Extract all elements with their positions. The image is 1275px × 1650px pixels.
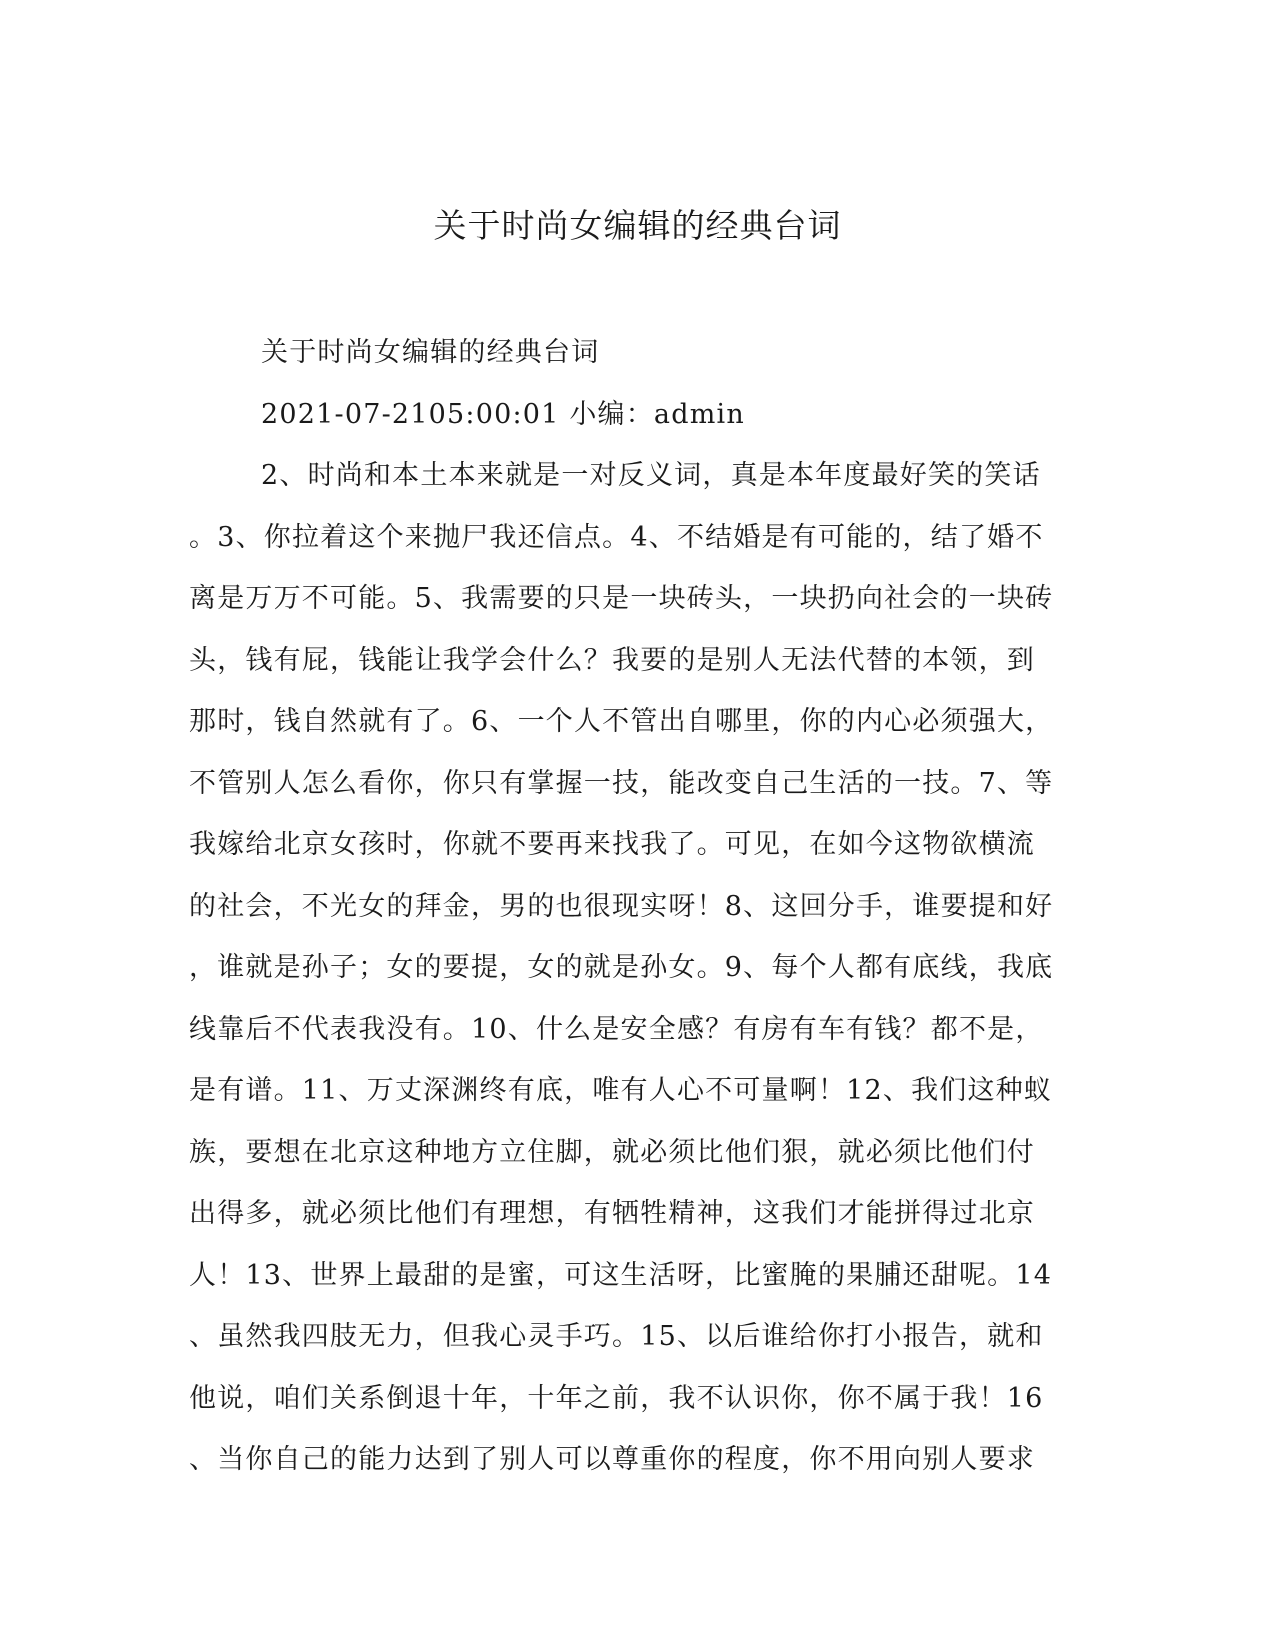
document-title: 关于时尚女编辑的经典台词 xyxy=(433,206,842,245)
body-line: 他说，咱们关系倒退十年，十年之前，我不认识你，你不属于我！16 xyxy=(189,1382,1044,1414)
body-line: 人！13、世界上最甜的是蜜，可这生活呀，比蜜腌的果脯还甜呢。14 xyxy=(189,1259,1053,1291)
body-line: ，谁就是孙子；女的要提，女的就是孙女。9、每个人都有底线，我底 xyxy=(189,952,1054,983)
body-line: 、当你自己的能力达到了别人可以尊重你的程度，你不用向别人要求 xyxy=(189,1444,1035,1475)
subtitle-line: 关于时尚女编辑的经典台词 xyxy=(261,337,600,368)
body-line: 线靠后不代表我没有。10、什么是安全感？有房有车有钱？都不是， xyxy=(189,1013,1044,1045)
body-line: 、虽然我四肢无力，但我心灵手巧。15、以后谁给你打小报告，就和 xyxy=(189,1321,1044,1352)
document-body xyxy=(189,322,1067,1491)
body-line: 出得多，就必须比他们有理想，有牺牲精神，这我们才能拼得过北京 xyxy=(189,1198,1035,1229)
body-line: 我嫁给北京女孩时，你就不要再来找我了。可见，在如今这物欲横流 xyxy=(189,829,1035,860)
meta-line: 2021-07-2105:00:01 小编：admin xyxy=(261,398,745,430)
body-line: 离是万万不可能。5、我需要的只是一块砖头，一块扔向社会的一块砖 xyxy=(189,583,1054,614)
body-line: 族，要想在北京这种地方立住脚，就必须比他们狠，就必须比他们付 xyxy=(189,1136,1035,1168)
body-line: 。3、你拉着这个来抛尸我还信点。4、不结婚是有可能的，结了婚不 xyxy=(189,521,1044,553)
body-line: 头，钱有屁，钱能让我学会什么？我要的是别人无法代替的本领，到 xyxy=(189,644,1035,676)
body-line: 2、时尚和本土本来就是一对反义词，真是本年度最好笑的笑话 xyxy=(261,460,1041,491)
body-line: 不管别人怎么看你，你只有掌握一技，能改变自己生活的一技。7、等 xyxy=(189,767,1054,799)
body-line: 是有谱。11、万丈深渊终有底，唯有人心不可量啊！12、我们这种蚁 xyxy=(189,1075,1053,1106)
body-line: 那时，钱自然就有了。6、一个人不管出自哪里，你的内心必须强大， xyxy=(189,706,1054,737)
body-line: 的社会，不光女的拜金，男的也很现实呀！8、这回分手，谁要提和好 xyxy=(189,890,1054,922)
